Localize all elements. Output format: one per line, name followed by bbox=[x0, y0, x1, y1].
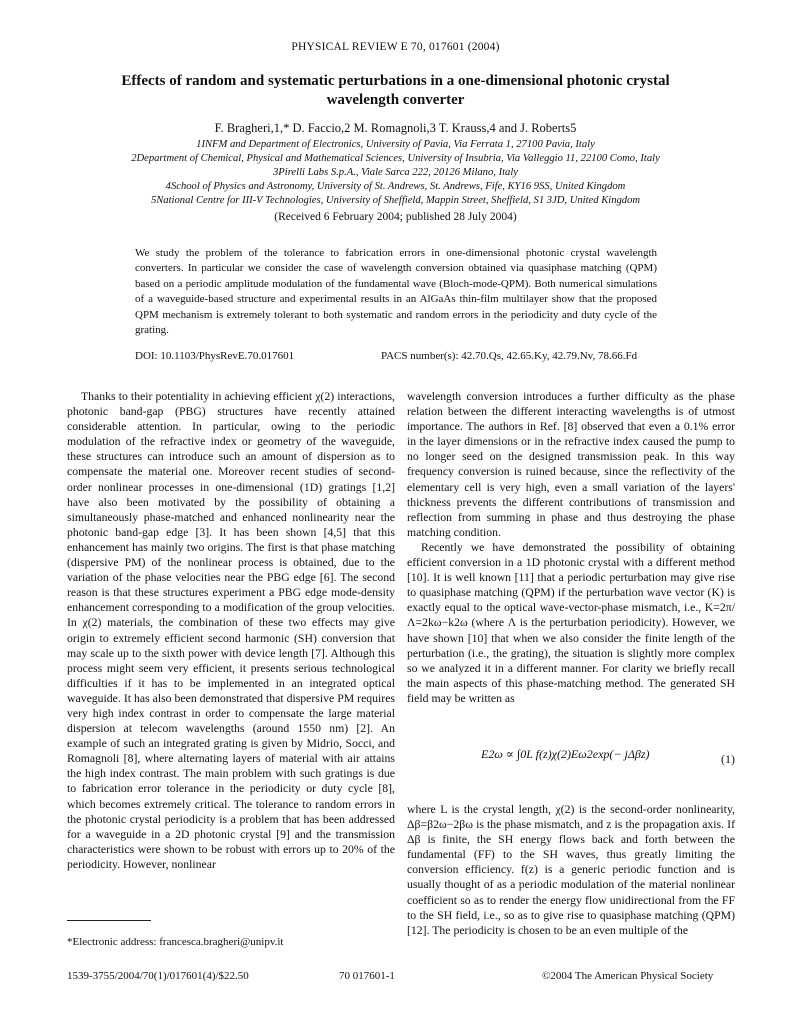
received-dates: (Received 6 February 2004; published 28 July 2004) bbox=[274, 211, 517, 223]
title-line-1: Effects of random and systematic perturbations in a one-dimensional photonic crystal bbox=[121, 73, 670, 89]
title-line-2: wavelength converter bbox=[326, 92, 465, 108]
body-paragraph: Thanks to their potentiality in achieving efficient χ(2) interactions, photonic band-gap (PBG) structures have recently attained considerable attention. In particular, owing to the periodic modulation of the refractive index or geometry of the waveguide, these structures can introduce such an amount of dispersion as to compensate the material one. Moreover recent studies of second-order nonlinear processes in one-dimensional (1D) gratings [1,2] have also been motivated by the possibility of obtaining a simultaneously phase-matched and enhanced nonlinearity near the photonic band-gap edge [3]. It has been shown [4,5] that this enhancement has mainly two origins. The first is that phase matching (dispersive PM) of the nonlinear process is obtained, due to the variation of the phase velocities near the PBG edge [6]. The second reason is that these structures experiment a PBG edge mode-density enhancement corresponding to a modification of the group velocities. In χ(2) materials, the combination of these two effects may give origin to extremely efficient second harmonic (SH) conversion that may scale up to the sixth power with device length [7]. Although this process might seem very efficient, it presents serious technological difficulties if it has to be implemented in an integrated optical waveguide. It has also been demonstrated that dispersive PM requires very high index contrast in order to compensate the large material dispersion at telecom wavelengths (around 1550 nm) [2]. An example of such an integrated grating is given by Midrio, Socci, and Romagnoli [8], where alternating layers of material with air attains the high index contrast. The main problem with such gratings is due to fabrication error tolerance in the periodicity or duty cycle [8], which becomes extremely critical. The tolerance to random errors in the photonic crystal periodicity is a problem that has been addressed for a waveguide in a 2D photonic crystal [9] and the transmission characteristics were shown to be robust with errors up to 20% of the periodicity. However, nonlinear bbox=[67, 390, 395, 871]
footnote-divider bbox=[67, 920, 151, 921]
footer-copyright: ©2004 The American Physical Society bbox=[542, 970, 714, 982]
author-list: F. Bragheri,1,* D. Faccio,2 M. Romagnoli,3 T. Krauss,4 and J. Roberts5 bbox=[214, 121, 577, 135]
body-column-right-continued bbox=[407, 802, 735, 938]
equation-number: (1) bbox=[721, 752, 735, 766]
affiliation-4: 4School of Physics and Astronomy, University of St. Andrews, St. Andrews, Fife, KY16 9SS, United Kingdom bbox=[165, 181, 626, 192]
affiliations bbox=[0, 138, 791, 208]
paper-title bbox=[0, 72, 791, 110]
abstract: We study the problem of the tolerance to fabrication errors in one-dimensional photonic crystal wavelength converters. In particular we consider the case of wavelength conversion obtained via quasiphase matching (QPM) based on a periodic amplitude modulation of the fundamental wave (Bloch-mode-QPM). Both numerical simulations of a waveguide-based structure and experimental results in an AlGaAs thin-film multilayer show that the proposed QPM mechanism is extremely tolerant to both systematic and random errors in the periodicity and duty cycle of the grating. bbox=[135, 247, 657, 337]
body-paragraph: wavelength conversion introduces a further difficulty as the phase relation between the different interacting wavelengths is of utmost importance. The authors in Ref. [8] observed that even a 0.1% error in the layer dimensions or in the refractive index caused the pump to no longer seed on the designed transmission peak. In this way frequency conversion is ruined because, since the reflectivity of the elementary cell is very high, even a small variation of the layers' thickness prevents the different contributions of transmission and reflection from summing in phase and thus destroying the phase matching condition. bbox=[407, 390, 735, 539]
equation-1 bbox=[407, 741, 735, 783]
affiliation-3: 3Pirelli Labs S.p.A., Viale Sarca 222, 20126 Milano, Italy bbox=[272, 167, 518, 178]
running-head: PHYSICAL REVIEW E 70, 017601 (2004) bbox=[291, 41, 500, 53]
pacs-numbers: PACS number(s): 42.70.Qs, 42.65.Ky, 42.79.Nv, 78.66.Fd bbox=[381, 350, 638, 362]
equation-expression: E2ω ∝ ∫0L f(z)χ(2)Eω2exp(− jΔβz) bbox=[481, 747, 650, 761]
body-column-left bbox=[67, 389, 395, 872]
affiliation-1: 1INFM and Department of Electronics, University of Pavia, Via Ferrata 1, 27100 Pavia, Italy bbox=[196, 139, 595, 150]
footnote: *Electronic address: francesca.bragheri@unipv.it bbox=[67, 936, 284, 948]
footer-issn: 1539-3755/2004/70(1)/017601(4)/$22.50 bbox=[67, 970, 249, 982]
footer-page-number: 70 017601-1 bbox=[339, 970, 395, 982]
body-paragraph: Recently we have demonstrated the possibility of obtaining efficient conversion in a 1D photonic crystal with a different method [10]. It is well known [11] that a periodic perturbation may give rise to quasiphase matching (QPM) if the perturbation wave vector (K) is exactly equal to the optical wave-vector-phase mismatch, i.e., K=2π/Λ=2kω−k2ω (where Λ is the perturbation periodicity). However, we have shown [10] that when we also consider the finite length of the perturbation (i.e., the grating), the situation is slightly more complex so we analyzed it in a different manner. For clarity we briefly recall the main aspects of this phase-matching method. The generated SH field may be written as bbox=[407, 540, 735, 705]
body-column-right bbox=[407, 389, 735, 706]
affiliation-2: 2Department of Chemical, Physical and Mathematical Sciences, University of Insubria, Via Valleggio 11, 22100 Como, Italy bbox=[131, 153, 660, 164]
affiliation-5: 5National Centre for III-V Technologies, University of Sheffield, Mappin Street, Sheffield, S1 3JD, United Kingdom bbox=[150, 195, 641, 206]
doi: DOI: 10.1103/PhysRevE.70.017601 bbox=[135, 350, 295, 362]
body-paragraph: where L is the crystal length, χ(2) is the second-order nonlinearity, Δβ=β2ω−2βω is the phase mismatch, and z is the propagation axis. If Δβ is finite, the SH energy flows back and forth between the fundamental (FF) to the SH waves, thus greatly limiting the conversion efficiency. f(z) is a generic periodic function and is usually thought of as a periodic modulation of the material nonlinear coefficient so as to render the energy flow unidirectional from the FF to the SH field, i.e., so as to give rise to quasiphase matching (QPM) [12]. The periodicity is chosen to be an even multiple of the bbox=[407, 803, 735, 937]
